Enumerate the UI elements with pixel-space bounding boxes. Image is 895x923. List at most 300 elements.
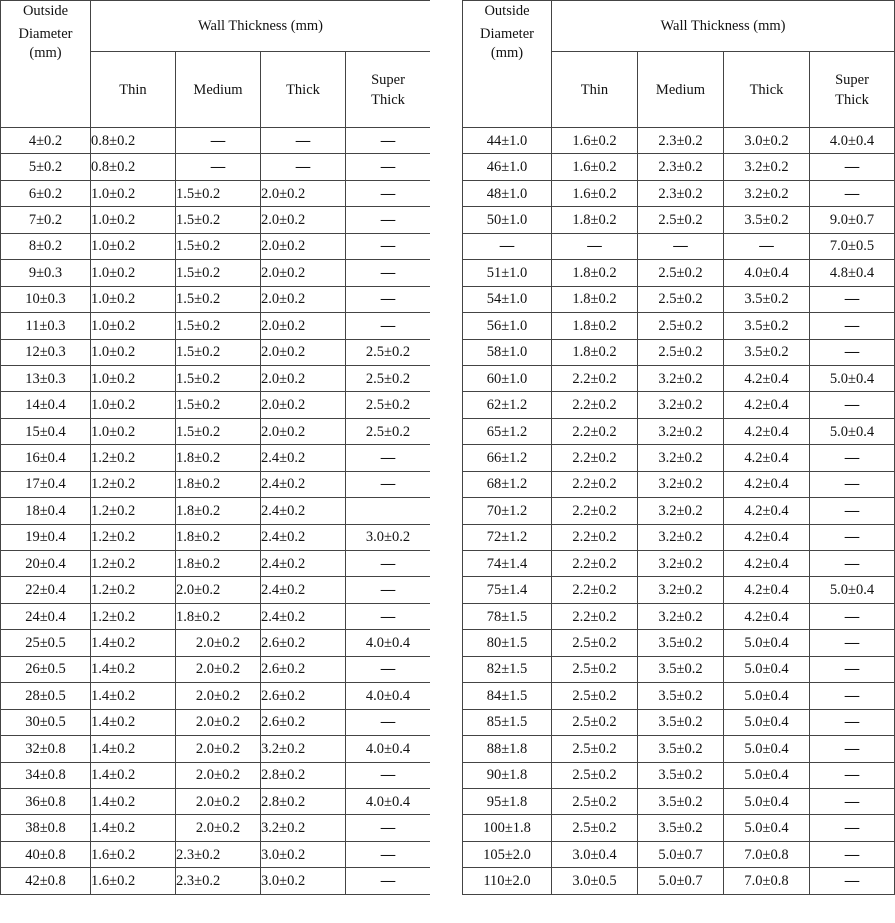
- mm-label: (mm): [29, 45, 62, 61]
- super-thick-cell: 2.5±0.2: [346, 392, 431, 418]
- thick-cell: 2.0±0.2: [261, 207, 346, 233]
- table-row: [463, 418, 895, 444]
- table-row: [1, 683, 431, 709]
- thin-cell: 3.0±0.4: [552, 841, 638, 867]
- thin-cell: 1.6±0.2: [552, 128, 638, 154]
- thin-cell: 1.4±0.2: [91, 762, 176, 788]
- medium-cell: 3.2±0.2: [638, 418, 724, 444]
- medium-cell: 2.5±0.2: [638, 207, 724, 233]
- outside-diameter-cell: 30±0.5: [1, 709, 91, 735]
- super-thick-cell: —: [810, 656, 895, 682]
- medium-cell: 1.8±0.2: [176, 524, 261, 550]
- thin-cell: 2.5±0.2: [552, 683, 638, 709]
- thin-cell: 0.8±0.2: [91, 154, 176, 180]
- outside-diameter-cell: 100±1.8: [463, 815, 552, 841]
- super-thick-cell: —: [346, 180, 431, 206]
- outside-diameter-cell: 48±1.0: [463, 180, 552, 206]
- table-row: [463, 260, 895, 286]
- super-thick-cell: 2.5±0.2: [346, 339, 431, 365]
- thick-cell: 3.5±0.2: [724, 286, 810, 312]
- super-thick-cell: —: [346, 260, 431, 286]
- thick-label: Thick: [371, 91, 405, 108]
- thin-cell: 1.4±0.2: [91, 683, 176, 709]
- medium-cell: 3.5±0.2: [638, 709, 724, 735]
- medium-cell: 1.8±0.2: [176, 498, 261, 524]
- table-row: [463, 498, 895, 524]
- medium-cell: 3.2±0.2: [638, 498, 724, 524]
- header-row-1: [1, 1, 431, 52]
- medium-cell: 2.3±0.2: [638, 128, 724, 154]
- super-thick-cell: —: [810, 180, 895, 206]
- super-thick-cell: —: [810, 445, 895, 471]
- thin-cell: 1.4±0.2: [91, 788, 176, 814]
- medium-cell: 1.5±0.2: [176, 365, 261, 391]
- thick-cell: 3.5±0.2: [724, 207, 810, 233]
- table-row: [463, 154, 895, 180]
- thin-cell: 2.2±0.2: [552, 418, 638, 444]
- outside-diameter-cell: 24±0.4: [1, 603, 91, 629]
- table-row: [1, 418, 431, 444]
- table-row: [1, 445, 431, 471]
- thin-cell: 1.0±0.2: [91, 339, 176, 365]
- medium-cell: 2.3±0.2: [176, 841, 261, 867]
- thin-cell: —: [552, 233, 638, 259]
- thick-cell: 5.0±0.4: [724, 709, 810, 735]
- thick-cell: 5.0±0.4: [724, 815, 810, 841]
- table-row: [463, 656, 895, 682]
- thin-cell: 1.0±0.2: [91, 207, 176, 233]
- table-row: [463, 709, 895, 735]
- table-row: [463, 128, 895, 154]
- outside-diameter-cell: —: [463, 233, 552, 259]
- super-thick-header: [810, 52, 895, 128]
- table-row: [1, 524, 431, 550]
- super-thick-cell: —: [810, 154, 895, 180]
- table-row: [1, 128, 431, 154]
- table-row: [1, 762, 431, 788]
- thin-cell: 1.2±0.2: [91, 524, 176, 550]
- thin-cell: 1.0±0.2: [91, 180, 176, 206]
- super-thick-cell: 7.0±0.5: [810, 233, 895, 259]
- super-thick-cell: —: [346, 709, 431, 735]
- super-thick-cell: 5.0±0.4: [810, 418, 895, 444]
- super-thick-cell: 5.0±0.4: [810, 365, 895, 391]
- outside-diameter-cell: 32±0.8: [1, 736, 91, 762]
- medium-cell: 1.5±0.2: [176, 339, 261, 365]
- medium-cell: 1.5±0.2: [176, 418, 261, 444]
- medium-cell: 1.5±0.2: [176, 207, 261, 233]
- thin-cell: 2.5±0.2: [552, 709, 638, 735]
- medium-cell: 3.2±0.2: [638, 365, 724, 391]
- thick-cell: 2.4±0.2: [261, 445, 346, 471]
- thin-cell: 2.5±0.2: [552, 656, 638, 682]
- thick-cell: 2.0±0.2: [261, 180, 346, 206]
- medium-cell: 1.5±0.2: [176, 260, 261, 286]
- spec-table-left-body: [1, 1, 431, 895]
- thin-cell: 1.0±0.2: [91, 286, 176, 312]
- thick-cell: 2.0±0.2: [261, 418, 346, 444]
- medium-cell: 3.2±0.2: [638, 392, 724, 418]
- outside-diameter-cell: 42±0.8: [1, 868, 91, 894]
- thick-cell: 7.0±0.8: [724, 868, 810, 894]
- outside-diameter-cell: 70±1.2: [463, 498, 552, 524]
- thick-cell: 2.4±0.2: [261, 577, 346, 603]
- super-thick-cell: —: [346, 841, 431, 867]
- thin-cell: 1.8±0.2: [552, 313, 638, 339]
- outside-diameter-cell: 14±0.4: [1, 392, 91, 418]
- outside-diameter-cell: 85±1.5: [463, 709, 552, 735]
- thin-cell: 1.0±0.2: [91, 418, 176, 444]
- thin-cell: 2.5±0.2: [552, 736, 638, 762]
- thin-cell: 2.2±0.2: [552, 498, 638, 524]
- outside-diameter-cell: 4±0.2: [1, 128, 91, 154]
- thin-cell: 2.2±0.2: [552, 577, 638, 603]
- medium-cell: 2.5±0.2: [638, 260, 724, 286]
- table-row: [463, 577, 895, 603]
- super-thick-cell: —: [346, 471, 431, 497]
- table-row: [463, 233, 895, 259]
- thin-cell: 2.2±0.2: [552, 392, 638, 418]
- outside-diameter-cell: 15±0.4: [1, 418, 91, 444]
- medium-cell: 2.3±0.2: [638, 154, 724, 180]
- outside-diameter-cell: 36±0.8: [1, 788, 91, 814]
- outside-diameter-cell: 68±1.2: [463, 471, 552, 497]
- table-row: [1, 603, 431, 629]
- thick-cell: 4.2±0.4: [724, 603, 810, 629]
- super-thick-cell: —: [346, 577, 431, 603]
- outside-diameter-cell: 90±1.8: [463, 762, 552, 788]
- thick-cell: 2.6±0.2: [261, 630, 346, 656]
- outside-diameter-cell: 46±1.0: [463, 154, 552, 180]
- table-row: [463, 524, 895, 550]
- thick-cell: 3.0±0.2: [724, 128, 810, 154]
- super-thick-cell: —: [810, 683, 895, 709]
- thick-cell: 3.5±0.2: [724, 339, 810, 365]
- super-thick-cell: —: [346, 815, 431, 841]
- table-row: [1, 339, 431, 365]
- thick-cell: 2.4±0.2: [261, 471, 346, 497]
- table-row: [1, 471, 431, 497]
- thin-cell: 1.6±0.2: [91, 841, 176, 867]
- super-thick-cell: —: [810, 736, 895, 762]
- super-thick-cell: 4.8±0.4: [810, 260, 895, 286]
- table-row: [1, 788, 431, 814]
- outside-diameter-cell: 50±1.0: [463, 207, 552, 233]
- outside-diameter-cell: 78±1.5: [463, 603, 552, 629]
- medium-header: Medium: [176, 52, 261, 128]
- medium-cell: 3.5±0.2: [638, 815, 724, 841]
- super-thick-cell: —: [810, 498, 895, 524]
- medium-cell: 1.8±0.2: [176, 551, 261, 577]
- thin-header: Thin: [552, 52, 638, 128]
- medium-cell: 3.2±0.2: [638, 445, 724, 471]
- thick-cell: 4.2±0.4: [724, 577, 810, 603]
- medium-cell: 3.2±0.2: [638, 577, 724, 603]
- outside-diameter-cell: 65±1.2: [463, 418, 552, 444]
- outside-diameter-cell: 88±1.8: [463, 736, 552, 762]
- table-row: [463, 445, 895, 471]
- thick-cell: 5.0±0.4: [724, 656, 810, 682]
- thin-cell: 1.2±0.2: [91, 471, 176, 497]
- spec-table-right-body: [463, 1, 895, 895]
- outside-diameter-header: [1, 1, 91, 128]
- super-thick-cell: —: [810, 392, 895, 418]
- table-row: [1, 365, 431, 391]
- super-label: Super: [835, 71, 869, 88]
- super-thick-cell: —: [810, 524, 895, 550]
- thick-cell: 2.0±0.2: [261, 392, 346, 418]
- table-row: [1, 207, 431, 233]
- outside-diameter-cell: 16±0.4: [1, 445, 91, 471]
- table-row: [463, 736, 895, 762]
- table-row: [1, 736, 431, 762]
- thin-cell: 1.0±0.2: [91, 313, 176, 339]
- medium-cell: 3.2±0.2: [638, 471, 724, 497]
- table-row: [1, 498, 431, 524]
- super-thick-cell: 4.0±0.4: [810, 128, 895, 154]
- outside-diameter-cell: 18±0.4: [1, 498, 91, 524]
- thick-header: Thick: [724, 52, 810, 128]
- thin-cell: 1.4±0.2: [91, 630, 176, 656]
- table-row: [1, 180, 431, 206]
- thick-cell: 2.8±0.2: [261, 762, 346, 788]
- medium-cell: 3.2±0.2: [638, 551, 724, 577]
- thick-label: Thick: [835, 91, 869, 108]
- outside-diameter-cell: 6±0.2: [1, 180, 91, 206]
- wall-thickness-header: Wall Thickness (mm): [552, 1, 895, 52]
- thin-cell: 2.2±0.2: [552, 524, 638, 550]
- table-row: [1, 815, 431, 841]
- thick-cell: 4.2±0.4: [724, 551, 810, 577]
- thick-cell: 4.2±0.4: [724, 445, 810, 471]
- outside-diameter-cell: 10±0.3: [1, 286, 91, 312]
- medium-cell: —: [638, 233, 724, 259]
- thin-cell: 2.2±0.2: [552, 471, 638, 497]
- thick-cell: 2.4±0.2: [261, 551, 346, 577]
- thin-cell: 1.6±0.2: [552, 154, 638, 180]
- thick-cell: 4.2±0.4: [724, 524, 810, 550]
- thick-cell: 2.6±0.2: [261, 709, 346, 735]
- outside-diameter-header: [463, 1, 552, 128]
- thick-cell: 3.2±0.2: [724, 180, 810, 206]
- spec-table-left: [0, 0, 431, 895]
- table-row: [463, 868, 895, 894]
- thick-cell: 5.0±0.4: [724, 736, 810, 762]
- super-thick-cell: 4.0±0.4: [346, 788, 431, 814]
- medium-cell: 1.5±0.2: [176, 392, 261, 418]
- super-thick-header: [346, 52, 431, 128]
- thin-cell: 1.4±0.2: [91, 815, 176, 841]
- outside-diameter-cell: 110±2.0: [463, 868, 552, 894]
- table-row: [463, 313, 895, 339]
- medium-cell: 2.5±0.2: [638, 313, 724, 339]
- header-row-1: [463, 1, 895, 52]
- outside-diameter-cell: 40±0.8: [1, 841, 91, 867]
- medium-cell: 5.0±0.7: [638, 841, 724, 867]
- wall-thickness-header: Wall Thickness (mm): [91, 1, 431, 52]
- medium-cell: —: [176, 154, 261, 180]
- super-thick-cell: —: [346, 656, 431, 682]
- table-row: [1, 154, 431, 180]
- thick-cell: 5.0±0.4: [724, 762, 810, 788]
- super-thick-cell: 4.0±0.4: [346, 683, 431, 709]
- thin-cell: 3.0±0.5: [552, 868, 638, 894]
- thin-cell: 2.2±0.2: [552, 365, 638, 391]
- medium-cell: 3.5±0.2: [638, 683, 724, 709]
- outside-diameter-cell: 66±1.2: [463, 445, 552, 471]
- super-thick-cell: 9.0±0.7: [810, 207, 895, 233]
- thin-cell: 1.4±0.2: [91, 709, 176, 735]
- thick-cell: —: [724, 233, 810, 259]
- thick-cell: 3.2±0.2: [724, 154, 810, 180]
- diameter-label: Diameter: [18, 26, 73, 42]
- medium-cell: 2.0±0.2: [176, 762, 261, 788]
- outside-diameter-cell: 74±1.4: [463, 551, 552, 577]
- medium-cell: 2.0±0.2: [176, 656, 261, 682]
- medium-cell: 1.8±0.2: [176, 445, 261, 471]
- spec-table-right: [462, 0, 895, 895]
- outside-diameter-cell: 7±0.2: [1, 207, 91, 233]
- medium-cell: 2.0±0.2: [176, 815, 261, 841]
- medium-cell: —: [176, 128, 261, 154]
- table-row: [1, 709, 431, 735]
- thick-cell: 2.4±0.2: [261, 524, 346, 550]
- thin-cell: 1.0±0.2: [91, 260, 176, 286]
- thin-cell: 1.2±0.2: [91, 445, 176, 471]
- thick-cell: 2.0±0.2: [261, 365, 346, 391]
- thick-cell: —: [261, 128, 346, 154]
- table-row: [463, 471, 895, 497]
- thick-cell: 3.0±0.2: [261, 841, 346, 867]
- table-row: [1, 630, 431, 656]
- table-row: [463, 551, 895, 577]
- thick-cell: 2.0±0.2: [261, 260, 346, 286]
- super-thick-cell: 2.5±0.2: [346, 418, 431, 444]
- mm-label: (mm): [490, 45, 524, 61]
- thin-cell: 1.4±0.2: [91, 656, 176, 682]
- thick-cell: 2.0±0.2: [261, 233, 346, 259]
- super-thick-cell: —: [346, 551, 431, 577]
- super-thick-cell: —: [346, 445, 431, 471]
- medium-cell: 3.2±0.2: [638, 524, 724, 550]
- thick-cell: 2.6±0.2: [261, 656, 346, 682]
- thin-cell: 1.8±0.2: [552, 339, 638, 365]
- super-thick-cell: —: [810, 841, 895, 867]
- table-row: [463, 365, 895, 391]
- medium-cell: 2.0±0.2: [176, 683, 261, 709]
- table-row: [463, 841, 895, 867]
- thick-cell: 4.2±0.4: [724, 471, 810, 497]
- outside-diameter-cell: 26±0.5: [1, 656, 91, 682]
- thin-cell: 1.0±0.2: [91, 392, 176, 418]
- table-row: [463, 788, 895, 814]
- outside-diameter-cell: 17±0.4: [1, 471, 91, 497]
- medium-cell: 2.5±0.2: [638, 339, 724, 365]
- thin-cell: 1.0±0.2: [91, 365, 176, 391]
- table-row: [463, 180, 895, 206]
- medium-header: Medium: [638, 52, 724, 128]
- super-thick-cell: —: [810, 762, 895, 788]
- outside-diameter-cell: 19±0.4: [1, 524, 91, 550]
- medium-cell: 5.0±0.7: [638, 868, 724, 894]
- super-thick-cell: —: [346, 128, 431, 154]
- super-thick-cell: —: [810, 709, 895, 735]
- thick-cell: 2.4±0.2: [261, 498, 346, 524]
- outside-diameter-cell: 38±0.8: [1, 815, 91, 841]
- thin-cell: 0.8±0.2: [91, 128, 176, 154]
- medium-cell: 2.3±0.2: [176, 868, 261, 894]
- outside-diameter-cell: 28±0.5: [1, 683, 91, 709]
- thick-cell: 5.0±0.4: [724, 788, 810, 814]
- table-row: [1, 233, 431, 259]
- thin-cell: 2.5±0.2: [552, 788, 638, 814]
- super-thick-cell: —: [810, 868, 895, 894]
- medium-cell: 3.5±0.2: [638, 630, 724, 656]
- table-row: [1, 868, 431, 894]
- thin-cell: 2.2±0.2: [552, 445, 638, 471]
- thick-header: Thick: [261, 52, 346, 128]
- outside-diameter-cell: 75±1.4: [463, 577, 552, 603]
- outside-diameter-cell: 44±1.0: [463, 128, 552, 154]
- table-row: [463, 815, 895, 841]
- outside-diameter-cell: 105±2.0: [463, 841, 552, 867]
- super-thick-cell: —: [810, 815, 895, 841]
- thin-cell: 1.2±0.2: [91, 603, 176, 629]
- outside-diameter-cell: 34±0.8: [1, 762, 91, 788]
- table-row: [1, 286, 431, 312]
- medium-cell: 2.0±0.2: [176, 736, 261, 762]
- thick-cell: 4.0±0.4: [724, 260, 810, 286]
- outside-diameter-cell: 11±0.3: [1, 313, 91, 339]
- thick-cell: —: [261, 154, 346, 180]
- outside-diameter-cell: 51±1.0: [463, 260, 552, 286]
- medium-cell: 1.5±0.2: [176, 286, 261, 312]
- medium-cell: 2.0±0.2: [176, 577, 261, 603]
- super-thick-cell: —: [346, 868, 431, 894]
- super-thick-cell: 2.5±0.2: [346, 365, 431, 391]
- medium-cell: 1.8±0.2: [176, 603, 261, 629]
- thin-cell: 1.2±0.2: [91, 577, 176, 603]
- super-thick-cell: —: [346, 233, 431, 259]
- super-thick-cell: 4.0±0.4: [346, 630, 431, 656]
- super-label: Super: [371, 71, 405, 88]
- table-row: [463, 603, 895, 629]
- super-thick-cell: —: [810, 339, 895, 365]
- thin-cell: 1.2±0.2: [91, 551, 176, 577]
- thin-cell: 1.8±0.2: [552, 207, 638, 233]
- outside-label: Outside: [484, 3, 530, 19]
- outside-diameter-cell: 60±1.0: [463, 365, 552, 391]
- table-row: [1, 656, 431, 682]
- thick-cell: 2.0±0.2: [261, 286, 346, 312]
- outside-diameter-cell: 58±1.0: [463, 339, 552, 365]
- outside-diameter-cell: 25±0.5: [1, 630, 91, 656]
- medium-cell: 1.5±0.2: [176, 233, 261, 259]
- thick-cell: 3.5±0.2: [724, 313, 810, 339]
- thick-cell: 2.0±0.2: [261, 313, 346, 339]
- outside-label: Outside: [22, 3, 69, 19]
- thick-cell: 5.0±0.4: [724, 630, 810, 656]
- medium-cell: 2.5±0.2: [638, 286, 724, 312]
- outside-diameter-cell: 5±0.2: [1, 154, 91, 180]
- outside-diameter-cell: 54±1.0: [463, 286, 552, 312]
- medium-cell: 1.8±0.2: [176, 471, 261, 497]
- medium-cell: 3.5±0.2: [638, 656, 724, 682]
- outside-diameter-cell: 72±1.2: [463, 524, 552, 550]
- thick-cell: 5.0±0.4: [724, 683, 810, 709]
- table-row: [463, 339, 895, 365]
- thin-cell: 1.8±0.2: [552, 260, 638, 286]
